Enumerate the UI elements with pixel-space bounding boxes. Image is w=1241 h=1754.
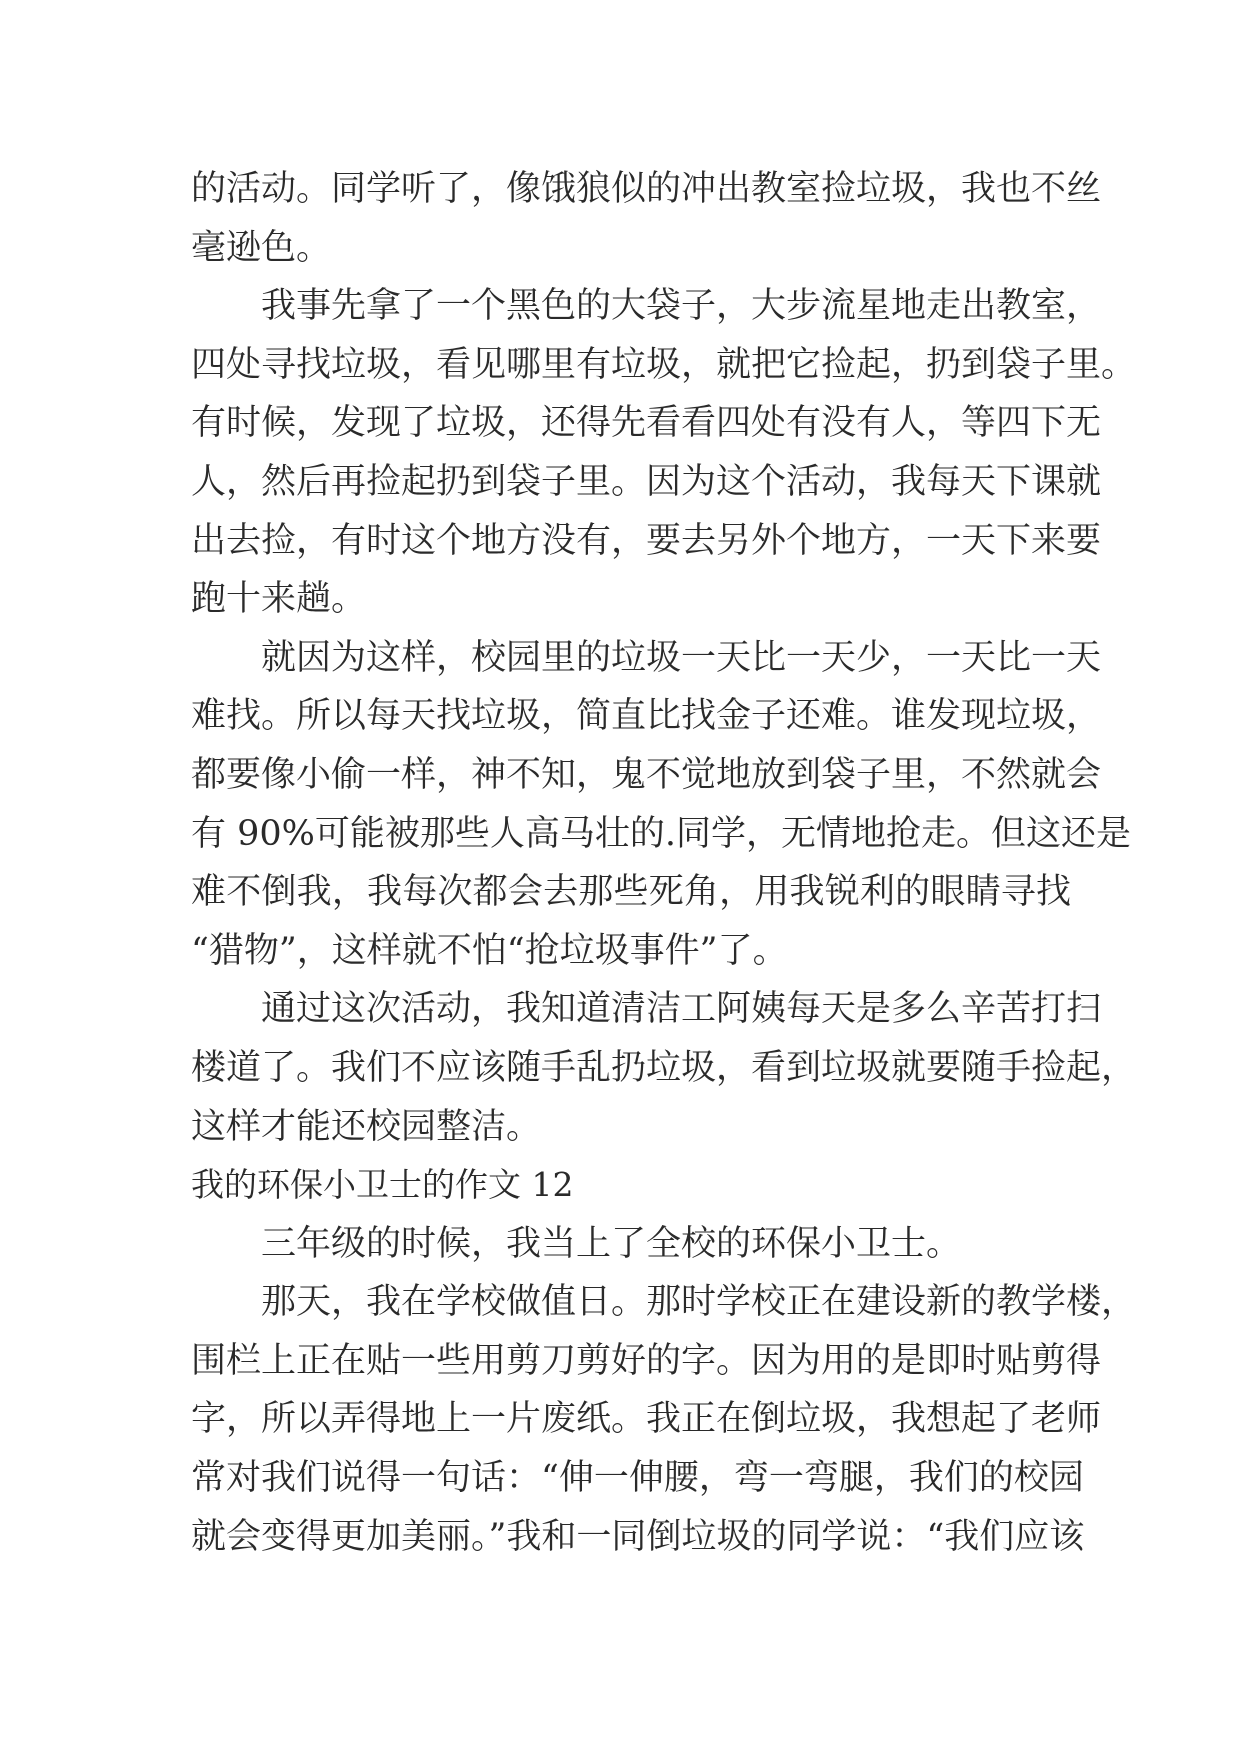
text-line: 都要像小偷一样，神不知，鬼不觉地放到袋子里，不然就会 <box>191 754 1102 795</box>
text-line: 的活动。同学听了，像饿狼似的冲出教室捡垃圾，我也不丝 <box>191 169 1102 209</box>
text-line: 有时候，发现了垃圾，还得先看看四处有没有人，等四下无 <box>191 403 1102 444</box>
text-line: 有 90%可能被那些人高马壮的.同学，无情地抢走。但这还是 <box>191 813 1132 854</box>
text-line: 难不倒我，我每次都会去那些死角，用我锐利的眼睛寻找 <box>191 872 1071 913</box>
paragraph-start-line: 三年级的时候，我当上了全校的环保小卫士。 <box>261 1223 962 1264</box>
text-line: 围栏上正在贴一些用剪刀剪好的字。因为用的是即时贴剪得 <box>191 1340 1102 1381</box>
text-line: 人，然后再捡起扔到袋子里。因为这个活动，我每天下课就 <box>191 461 1102 502</box>
paragraph-start-line: 那天，我在学校做值日。那时学校正在建设新的教学楼， <box>261 1282 1137 1323</box>
text-line: 常对我们说得一句话：“伸一伸腰，弯一弯腿，我们的校园 <box>191 1458 1084 1499</box>
paragraph-start-line: 通过这次活动，我知道清洁工阿姨每天是多么辛苦打扫 <box>261 989 1102 1030</box>
text-line: 出去捡，有时这个地方没有，要去另外个地方，一天下来要 <box>191 520 1102 561</box>
text-line: 跑十来趟。 <box>191 579 367 620</box>
section-heading: 我的环保小卫士的作文 12 <box>191 1165 574 1205</box>
document-body <box>191 160 1137 1566</box>
text-line: 毫逊色。 <box>191 227 332 268</box>
paragraph-start-line: 我事先拿了一个黑色的大袋子，大步流星地走出教室， <box>261 286 1102 327</box>
text-line: “猎物”，这样就不怕“抢垃圾事件”了。 <box>191 930 788 971</box>
paragraph-start-line: 就因为这样，校园里的垃圾一天比一天少，一天比一天 <box>261 637 1102 678</box>
text-line: 四处寻找垃圾，看见哪里有垃圾，就把它捡起，扔到袋子里。 <box>191 344 1137 385</box>
text-line: 就会变得更加美丽。”我和一同倒垃圾的同学说：“我们应该 <box>191 1516 1085 1557</box>
text-line: 字，所以弄得地上一片废纸。我正在倒垃圾，我想起了老师 <box>191 1399 1102 1440</box>
text-line: 这样才能还校园整洁。 <box>191 1106 542 1147</box>
text-line: 楼道了。我们不应该随手乱扔垃圾，看到垃圾就要随手捡起， <box>191 1047 1137 1088</box>
text-line: 难找。所以每天找垃圾，简直比找金子还难。谁发现垃圾， <box>191 696 1102 737</box>
